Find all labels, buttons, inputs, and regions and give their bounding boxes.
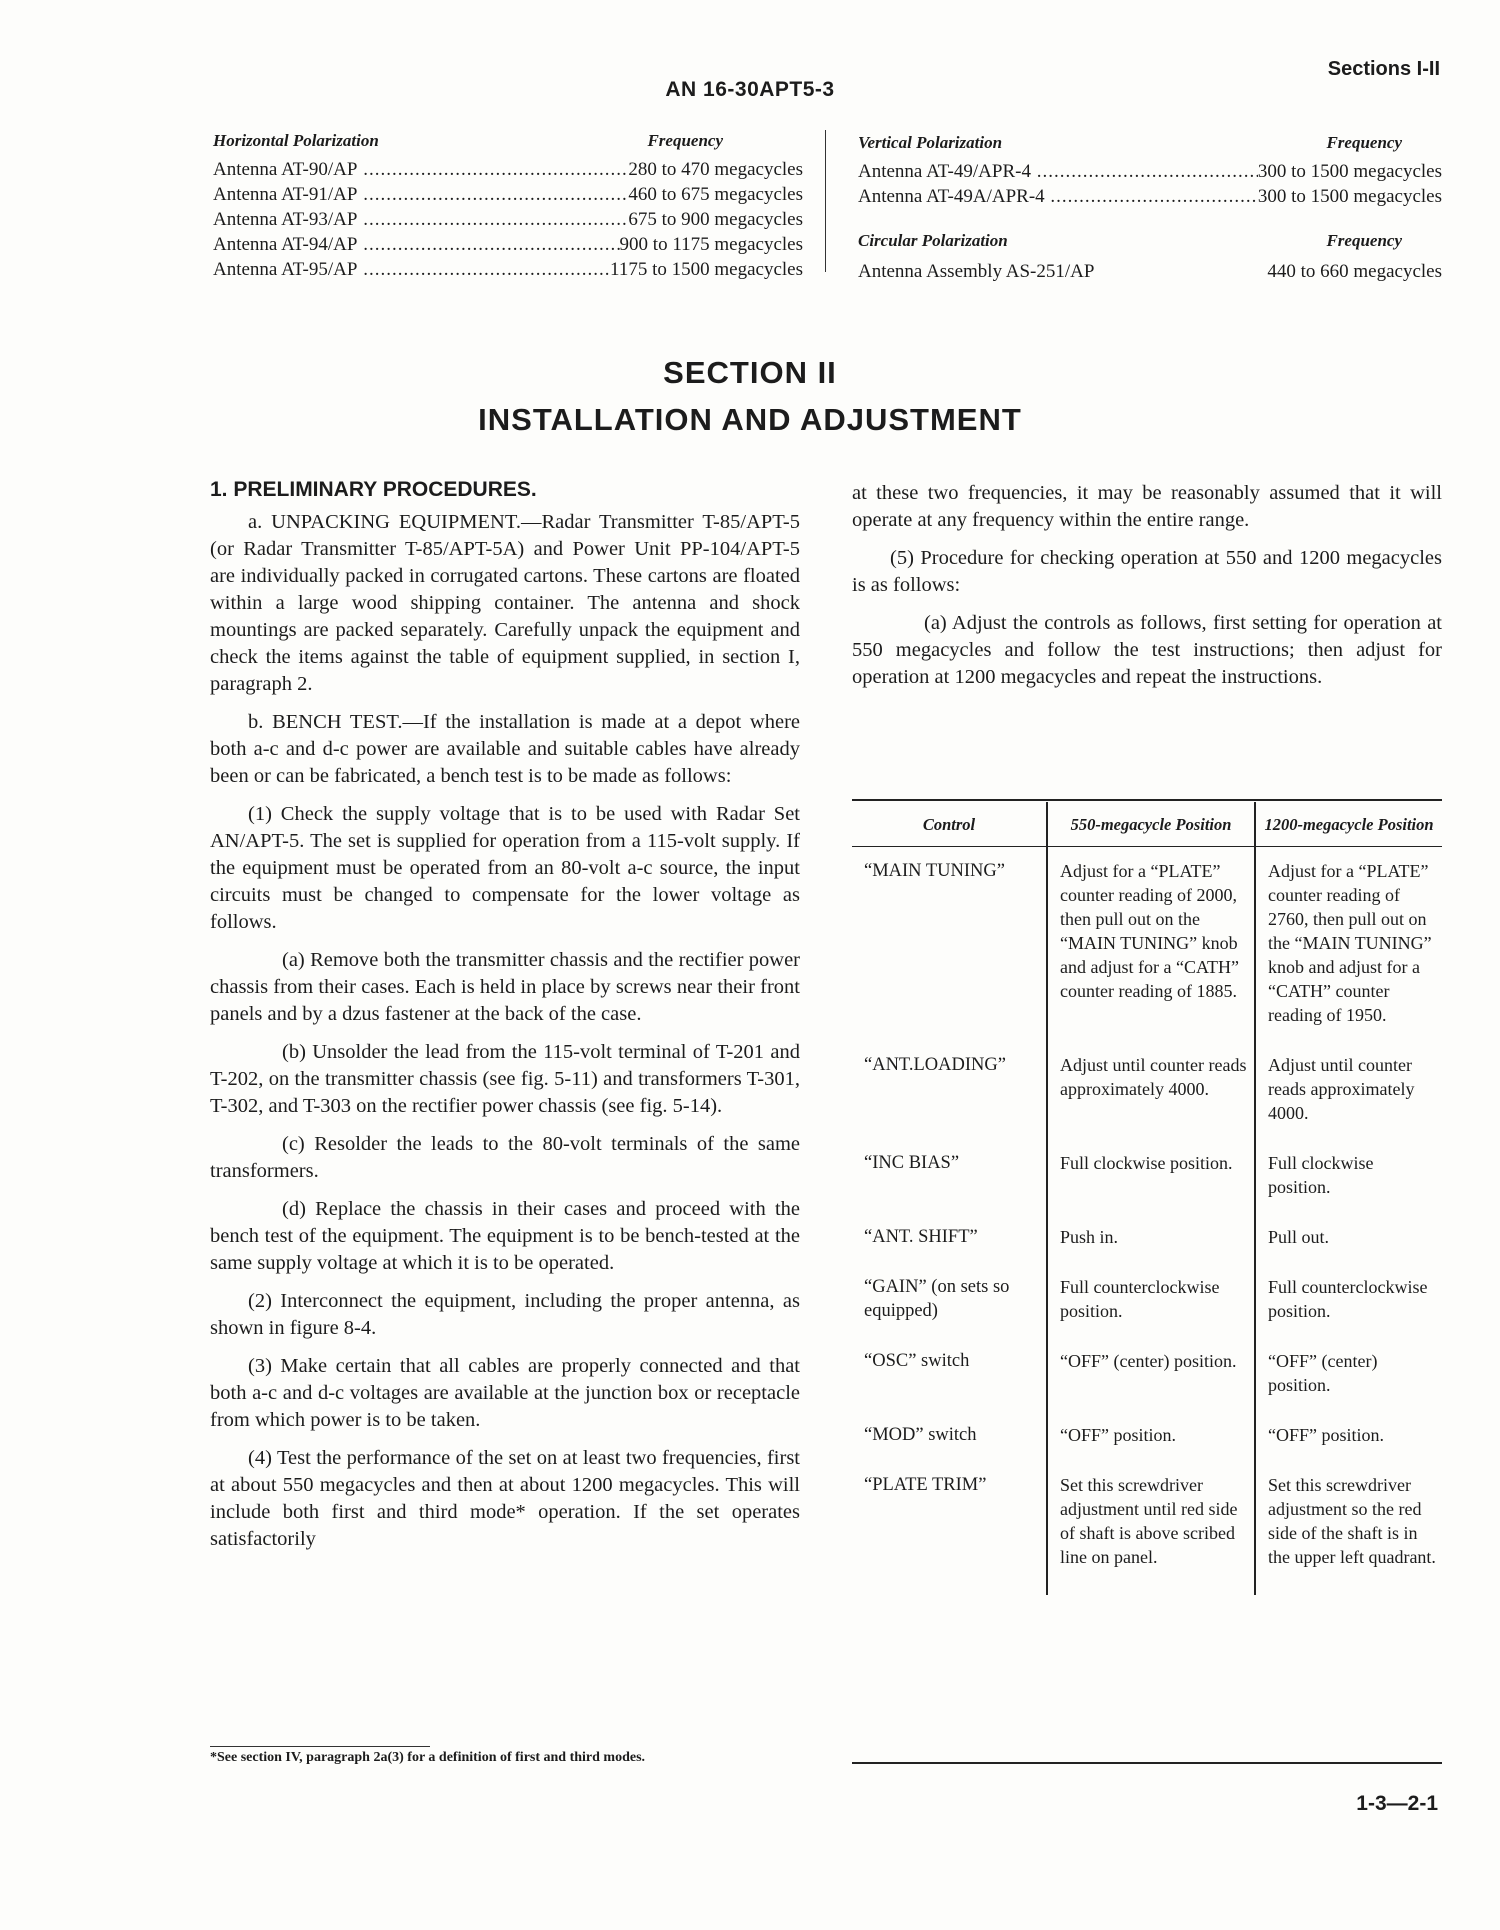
table-row: “ANT. SHIFT” Push in. Pull out. [852, 1225, 1442, 1275]
paragraph-step-4-continued: at these two frequencies, it may be reasonably assumed that it will operate at any frequency within the entire range. [852, 482, 1442, 531]
circular-heading: Circular Polarization [858, 231, 1008, 250]
vertical-frequency-heading: Frequency [1326, 133, 1402, 152]
footnote-rule [210, 1746, 430, 1747]
horizontal-heading: Horizontal Polarization [213, 131, 379, 150]
column-header-550: 550-megacycle Position [1047, 802, 1255, 847]
section-range: Sections I-II [1327, 58, 1440, 80]
paragraph-bench-test: b. BENCH TEST.—If the installation is made at a depot where both a-c and d-c power are available and suitable cables have already been or can be fabricated, a bench test is to be made as follows: [210, 711, 800, 787]
circular-frequency-heading: Frequency [1326, 231, 1402, 250]
antenna-row: Antenna AT-90/AP ..... 280 to 470 megacycles [213, 157, 803, 182]
section-title: SECTION II [663, 355, 837, 390]
document-number: AN 16-30APT5-3 [665, 78, 835, 101]
table-bottom-rule [852, 1762, 1442, 1764]
table-row: “ANT.LOADING” Adjust until counter reads approximately 4000. Adjust until counter reads approximately 4000. [852, 1053, 1442, 1151]
paragraph-step-4: (4) Test the performance of the set on at least two frequencies, first at about 550 megacycles and then at about 1200 megacycles. This will include both first and third mode* operation. If the set operates satisfactorily [210, 1447, 800, 1550]
page-number: 1-3—2-1 [1356, 1792, 1438, 1815]
paragraph-step-1d: (d) Replace the chassis in their cases and proceed with the bench test of the equipment. The equipment is to be bench-tested at the same supply voltage at which it is to be operated. [210, 1198, 800, 1274]
column-header-1200: 1200-megacycle Position [1255, 802, 1442, 847]
paragraph-step-1a: (a) Remove both the transmitter chassis and the rectifier power chassis from their cases. Each is held in place by screws near their front panels and by a dzus fastener at the back of the case. [210, 949, 800, 1025]
table-row: “PLATE TRIM” Set this screwdriver adjustment until red side of shaft is above scribed line on panel. Set this screwdriver adjustment so the red side of the shaft is in the upper left quadrant. [852, 1473, 1442, 1595]
table-top-rule [852, 799, 1442, 801]
antenna-row: Antenna AT-91/AP ..... 460 to 675 megacycles [213, 182, 803, 207]
control-settings-table [852, 802, 1442, 1595]
table-row: “MOD” switch “OFF” position. “OFF” position. [852, 1423, 1442, 1473]
antenna-row: Antenna AT-49/APR-4 ..... 300 to 1500 megacycles [858, 159, 1442, 184]
section-subtitle: INSTALLATION AND ADJUSTMENT [478, 402, 1022, 437]
footnote: *See section IV, paragraph 2a(3) for a definition of first and third modes. [210, 1750, 646, 1765]
right-column [852, 480, 1442, 702]
vertical-polarization-list [858, 130, 1442, 209]
antenna-row: Antenna Assembly AS-251/AP 440 to 660 megacycles [858, 261, 1442, 282]
paragraph-step-1: (1) Check the supply voltage that is to be used with Radar Set AN/APT-5. The set is supplied for operation from a 115-volt supply. If the equipment must be operated from an 80-volt a-c source, the input circuits must be changed to compensate for the lower voltage as follows. [210, 803, 800, 933]
paragraph-step-1c: (c) Resolder the leads to the 80-volt terminals of the same transformers. [210, 1133, 800, 1182]
antenna-row: Antenna AT-49A/APR-4 ..... 300 to 1500 megacycles [858, 184, 1442, 209]
table-row: “MAIN TUNING” Adjust for a “PLATE” counter reading of 2000, then pull out on the “MAIN TUNING” knob and adjust for a “CATH” counter reading of 1885. Adjust for a “PLATE” counter reading of 2760, then pull out on the “MAIN TUNING” knob and adjust for a “CATH” counter reading of 1950. [852, 847, 1442, 1054]
horizontal-frequency-heading: Frequency [647, 131, 723, 150]
circular-polarization-list [858, 228, 1442, 284]
table-row: “OSC” switch “OFF” (center) position. “OFF” (center) position. [852, 1349, 1442, 1423]
paragraph-unpacking: a. UNPACKING EQUIPMENT.—Radar Transmitter T-85/APT-5 (or Radar Transmitter T-85/APT-5A) and Power Unit PP-104/APT-5 are individually packed in corrugated cartons. These cartons are floated within a large wood shipping container. The antenna and shock mountings are packed separately. Carefully unpack the equipment and check the items against the table of equipment supplied, in section I, paragraph 2. [210, 511, 800, 695]
paragraph-heading: 1. PRELIMINARY PROCEDURES. [210, 478, 537, 501]
paragraph-step-3: (3) Make certain that all cables are properly connected and that both a-c and d-c voltages are available at the junction box or receptacle from which power is to be taken. [210, 1355, 800, 1431]
antenna-row: Antenna AT-94/AP ..... 900 to 1175 megacycles [213, 232, 803, 257]
table-row: “GAIN” (on sets so equipped) Full counterclockwise position. Full counterclockwise position. [852, 1275, 1442, 1349]
column-header-control: Control [852, 802, 1047, 847]
table-row: “INC BIAS” Full clockwise position. Full clockwise position. [852, 1151, 1442, 1225]
paragraph-step-1b: (b) Unsolder the lead from the 115-volt terminal of T-201 and T-202, on the transmitter chassis (see fig. 5-11) and transformers T-301, T-302, and T-303 on the rectifier power chassis (see fig. 5-14). [210, 1041, 800, 1117]
paragraph-step-2: (2) Interconnect the equipment, including the proper antenna, as shown in figure 8-4. [210, 1290, 800, 1339]
vertical-heading: Vertical Polarization [858, 133, 1003, 152]
paragraph-step-5a: (a) Adjust the controls as follows, first setting for operation at 550 megacycles and follow the test instructions; then adjust for operation at 1200 megacycles and repeat the instructions. [852, 612, 1442, 688]
horizontal-polarization-list [213, 128, 803, 282]
column-divider [825, 130, 826, 272]
left-column [210, 476, 800, 1564]
paragraph-step-5: (5) Procedure for checking operation at 550 and 1200 megacycles is as follows: [852, 547, 1442, 596]
antenna-row: Antenna AT-93/AP ..... 675 to 900 megacycles [213, 207, 803, 232]
antenna-row: Antenna AT-95/AP ..... 1175 to 1500 megacycles [213, 257, 803, 282]
